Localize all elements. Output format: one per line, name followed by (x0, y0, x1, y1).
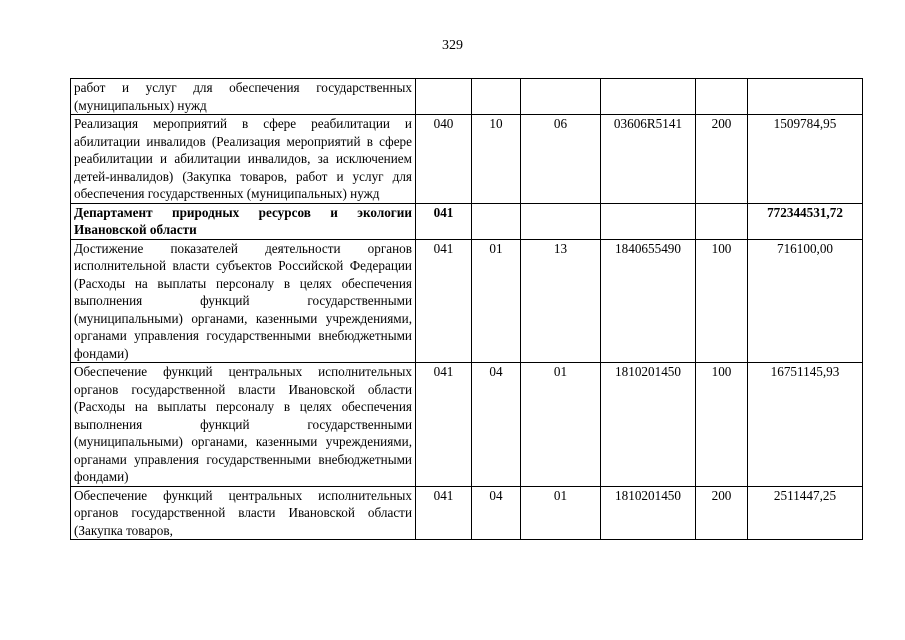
row-expense-type: 200 (696, 486, 748, 540)
department-ministry-code: 041 (416, 203, 472, 239)
department-total-amount: 772344531,72 (748, 203, 863, 239)
row-amount: 716100,00 (748, 239, 863, 363)
row-ministry-code (416, 79, 472, 115)
row-description: Достижение показателей деятельности органов исполнительной власти субъектов Российской Федерации (Расходы на выплаты персоналу в целях обеспечения выполнения функций государственными (муниципальными) органами, казенными учреждениями, органами управления государственными внебюджетными фондами) (71, 239, 416, 363)
row-amount: 2511447,25 (748, 486, 863, 540)
row-expense-type (696, 203, 748, 239)
table-row-department (71, 203, 863, 239)
row-description: Реализация мероприятий в сфере реабилитации и абилитации инвалидов (Реализация мероприятий в сфере реабилитации и абилитации инвалидов, за исключением детей-инвалидов) (Закупка товаров, работ и услуг для обеспечения государственных (муниципальных) нужд (71, 115, 416, 204)
table-row (71, 79, 863, 115)
row-ministry-code: 041 (416, 239, 472, 363)
table-row (71, 239, 863, 363)
row-subsection-code: 01 (521, 363, 601, 487)
page-number: 329 (442, 38, 463, 53)
row-target-article (601, 203, 696, 239)
row-expense-type: 200 (696, 115, 748, 204)
row-amount (748, 79, 863, 115)
row-subsection-code (521, 79, 601, 115)
row-section-code: 04 (472, 363, 521, 487)
row-section-code: 10 (472, 115, 521, 204)
row-target-article: 1810201450 (601, 363, 696, 487)
table-row (71, 363, 863, 487)
row-target-article: 1840655490 (601, 239, 696, 363)
table-row (71, 486, 863, 540)
row-subsection-code: 13 (521, 239, 601, 363)
row-amount: 1509784,95 (748, 115, 863, 204)
budget-table (70, 78, 863, 540)
row-section-code (472, 203, 521, 239)
table-row (71, 115, 863, 204)
row-ministry-code: 040 (416, 115, 472, 204)
row-description: работ и услуг для обеспечения государственных (муниципальных) нужд (71, 79, 416, 115)
row-description: Обеспечение функций центральных исполнительных органов государственной власти Ивановской области (Расходы на выплаты персоналу в целях обеспечения выполнения функций государственными (муниципальными) органами, казенными учреждениями, органами управления государственными внебюджетными фондами) (71, 363, 416, 487)
row-ministry-code: 041 (416, 486, 472, 540)
row-target-article (601, 79, 696, 115)
row-section-code: 01 (472, 239, 521, 363)
row-subsection-code: 06 (521, 115, 601, 204)
row-expense-type: 100 (696, 363, 748, 487)
row-expense-type (696, 79, 748, 115)
row-subsection-code: 01 (521, 486, 601, 540)
row-ministry-code: 041 (416, 363, 472, 487)
department-name: Департамент природных ресурсов и экологии Ивановской области (71, 203, 416, 239)
row-expense-type: 100 (696, 239, 748, 363)
row-target-article: 1810201450 (601, 486, 696, 540)
row-subsection-code (521, 203, 601, 239)
row-section-code (472, 79, 521, 115)
row-target-article: 03606R5141 (601, 115, 696, 204)
row-description: Обеспечение функций центральных исполнительных органов государственной власти Ивановской области (Закупка товаров, (71, 486, 416, 540)
row-section-code: 04 (472, 486, 521, 540)
row-amount: 16751145,93 (748, 363, 863, 487)
